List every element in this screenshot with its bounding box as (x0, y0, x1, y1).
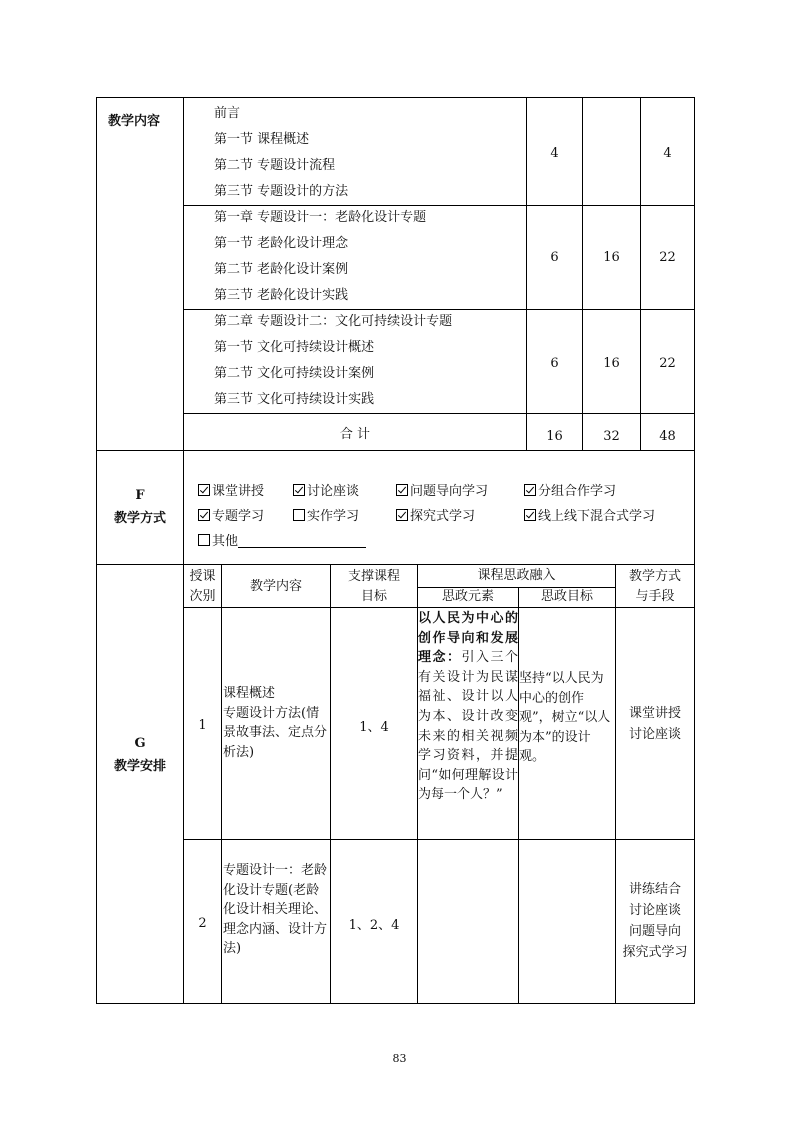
method-option[interactable]: 问题导向学习 (396, 480, 488, 499)
method-option[interactable]: 线上线下混合式学习 (524, 505, 655, 524)
page-number: 83 (392, 1052, 407, 1065)
chapter-line: 第二节 专题设计流程 (214, 158, 336, 173)
chapter-line: 第二节 老龄化设计案例 (214, 262, 349, 277)
session-goals: 1、4 (359, 720, 389, 735)
chapter-line: 第二章 专题设计二：文化可持续设计专题 (214, 314, 453, 329)
sum-label: 合 计 (339, 427, 371, 442)
sum-practice: 32 (603, 429, 620, 444)
sum-theory: 16 (546, 429, 563, 444)
theory-hours: 6 (550, 250, 559, 265)
header-method: 与手段 (635, 589, 675, 604)
header-element: 思政元素 (441, 589, 494, 604)
method-option[interactable]: 课堂讲授 (198, 480, 264, 499)
chapter-line: 第二节 文化可持续设计案例 (214, 366, 375, 381)
other-blank-line[interactable] (238, 533, 366, 548)
theory-hours: 6 (550, 356, 559, 371)
chapter-line: 第三节 专题设计的方法 (214, 184, 349, 199)
method-option[interactable]: 专题学习 (198, 505, 264, 524)
checkbox-icon[interactable] (198, 534, 210, 546)
chapter-line: 第三节 老龄化设计实践 (214, 288, 349, 303)
method-option[interactable]: 讨论座谈 (293, 480, 359, 499)
session-method: 课堂讲授 讨论座谈 (628, 706, 681, 742)
header-goal: 目标 (360, 589, 387, 604)
checkbox-icon[interactable] (293, 484, 305, 496)
checkbox-icon[interactable] (396, 509, 408, 521)
total-hours: 22 (659, 356, 676, 371)
method-option-other[interactable]: 其他 (198, 530, 366, 549)
chapter-line: 第一章 专题设计一：老龄化设计专题 (214, 210, 427, 225)
checkbox-icon[interactable] (396, 484, 408, 496)
ideology-element: 以人民为中心的创作导向和发展理念：引入三个有关设计为民谋福祉、设计以人为本、设计改变未来的相关视频学习资料，并提问“如何理解设计为每一个人？” (418, 611, 518, 803)
session-method: 讲练结合 讨论座谈 问题导向 探究式学习 (622, 882, 688, 960)
header-target: 思政目标 (540, 589, 593, 604)
method-option[interactable]: 分组合作学习 (524, 480, 616, 499)
session-number: 1 (198, 718, 207, 733)
total-hours: 4 (663, 146, 672, 161)
session-content: 课程概述 专题设计方法(情景故事法、定点分析法) (223, 686, 328, 760)
chapter-line: 前言 (214, 106, 241, 121)
method-section-letter: F (135, 488, 145, 503)
checkbox-icon[interactable] (198, 509, 210, 521)
session-content: 专题设计一：老龄化设计专题(老龄化设计相关理论、理念内涵、设计方法) (223, 863, 328, 957)
sum-total: 48 (659, 429, 676, 444)
practice-hours: 16 (603, 356, 620, 371)
theory-hours: 4 (550, 146, 559, 161)
schedule-section-letter: G (134, 736, 146, 751)
header-ideology: 课程思政融入 (477, 568, 556, 583)
method-section-label: 教学方式 (113, 511, 166, 526)
schedule-section-label: 教学安排 (113, 759, 166, 774)
content-section-label: 教学内容 (108, 114, 161, 129)
session-goals: 1、2、4 (348, 918, 400, 933)
ideology-target: 坚持“以人民为中心的创作观”，树立“以人为本”的设计观。 (519, 671, 611, 765)
chapter-line: 第一节 文化可持续设计概述 (214, 340, 375, 355)
header-content: 教学内容 (249, 579, 302, 594)
total-hours: 22 (659, 250, 676, 265)
checkbox-icon[interactable] (524, 509, 536, 521)
chapter-line: 第一节 课程概述 (214, 132, 310, 147)
header-session: 次别 (189, 589, 216, 604)
practice-hours: 16 (603, 250, 620, 265)
checkbox-icon[interactable] (293, 509, 305, 521)
session-number: 2 (198, 916, 207, 931)
header-method: 教学方式 (628, 569, 681, 584)
header-session: 授课 (189, 569, 216, 584)
method-option[interactable]: 实作学习 (293, 505, 359, 524)
checkbox-icon[interactable] (524, 484, 536, 496)
method-option[interactable]: 探究式学习 (396, 505, 475, 524)
chapter-line: 第三节 文化可持续设计实践 (214, 392, 375, 407)
header-goal: 支撑课程 (347, 569, 400, 584)
checkbox-icon[interactable] (198, 484, 210, 496)
chapter-line: 第一节 老龄化设计理念 (214, 236, 349, 251)
